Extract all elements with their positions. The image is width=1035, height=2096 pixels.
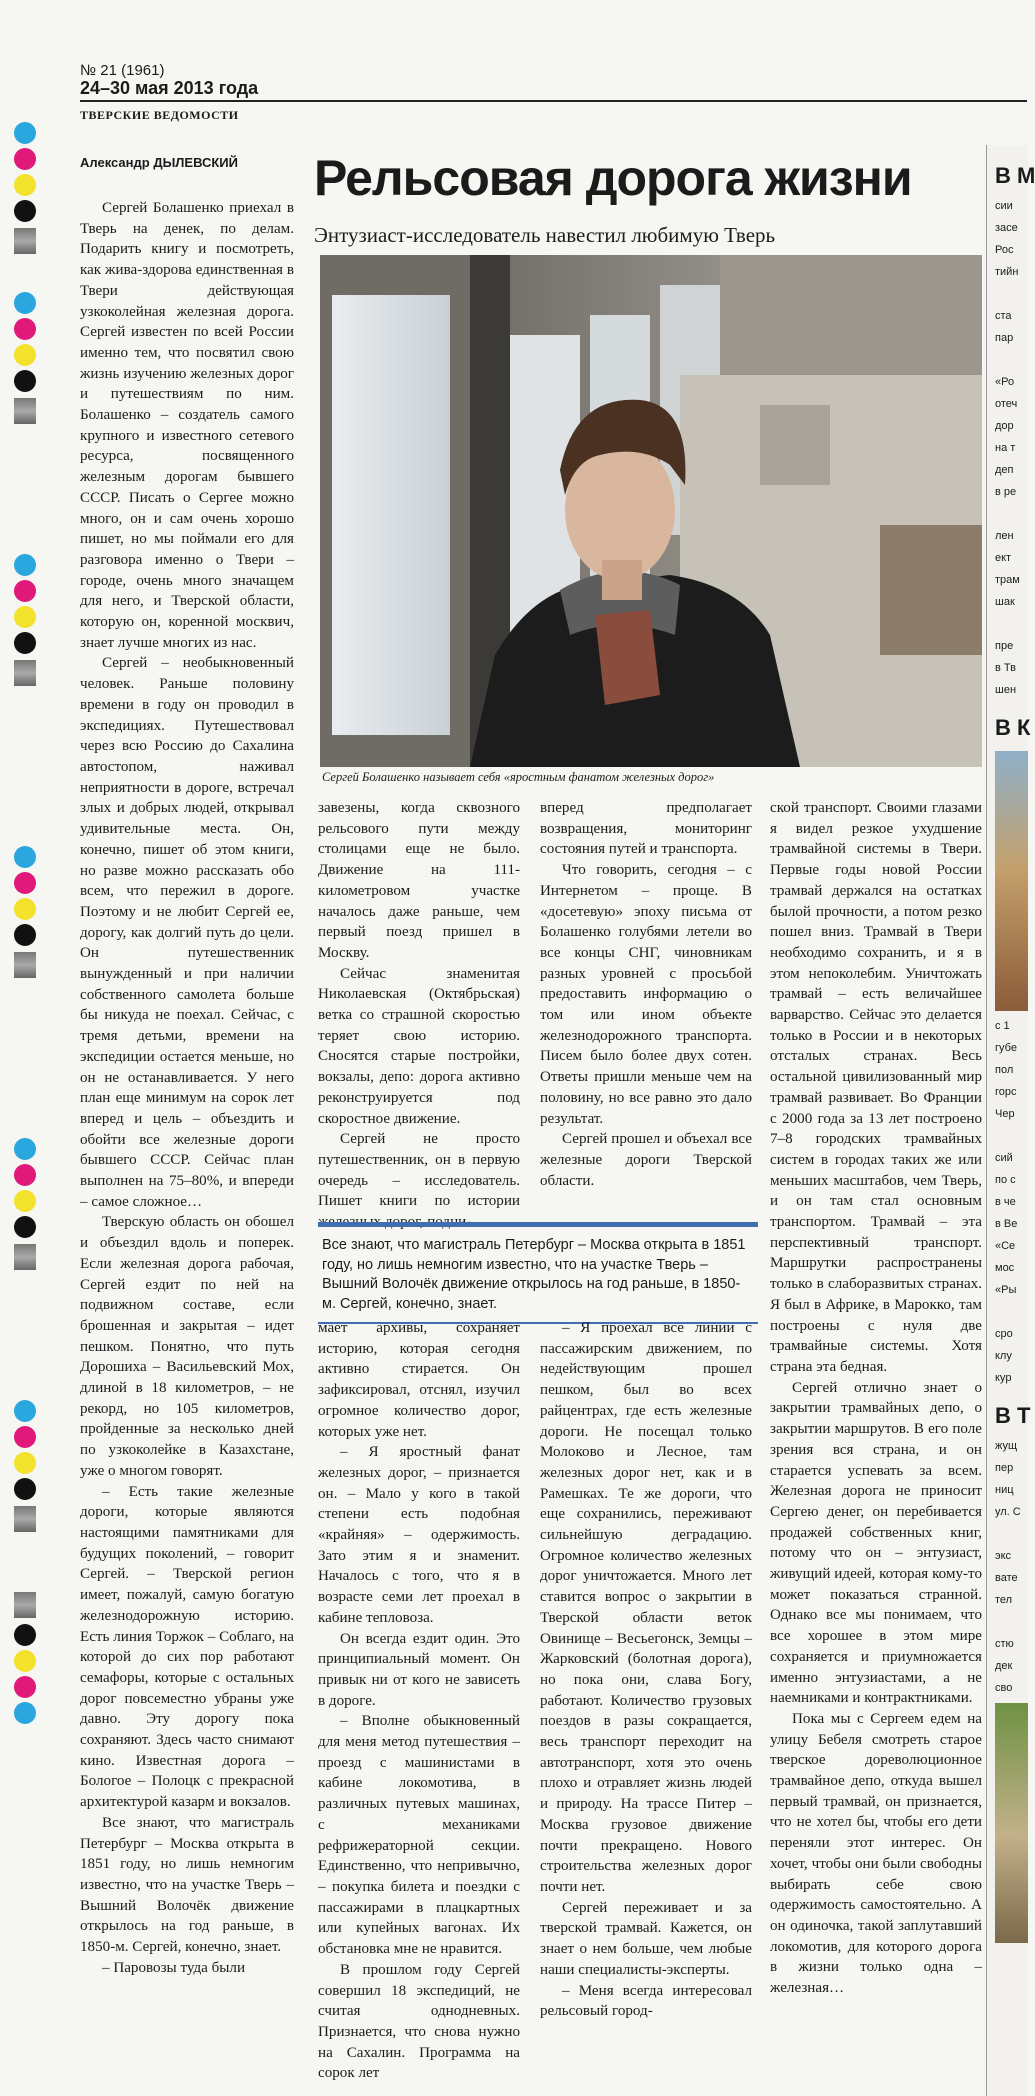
paragraph: Тверскую область он обошел и объездил вдоль и поперек. Если железная дорога рабочая, Сергей ездит по ней на подвижном составе, если брошенная и закрытая – идет пешком. Понятно, что путь Дорошиха – Васильевский Мох, длиной в 18 километров, – не рекорд, но 105 километров, пройденные за несколько дней по узкоколейке в Казахстане, уже о многом говорят. <box>80 1214 294 1479</box>
registration-marks <box>12 118 42 1762</box>
strip-text-fragment <box>995 507 1028 521</box>
strip-text-fragment: сии <box>995 200 1013 212</box>
strip-text-fragment: клу <box>995 1350 1012 1362</box>
paragraph: Что говорить, сегодня – с Интернетом – проще. В «досетевую» эпоху письма от Болашенко голубями летели во все концы СНГ, чиновникам разных уровней с просьбой предоставить информацию о том или ином объекте железнодорожного транспорта. Писем было более двух сотен. Ответы пришли меньше чем на половину, но все равно это дало результат. <box>540 862 752 1127</box>
strip-text-fragment: ект <box>995 552 1012 564</box>
strip-text-fragment: «Ры <box>995 1284 1017 1296</box>
strip-text-fragment: вате <box>995 1572 1018 1584</box>
paragraph: Он всегда ездит один. Это принципиальный момент. Он привык ни от кого не зависеть в дороге. <box>318 1630 520 1709</box>
strip-text-fragment: трам <box>995 574 1020 586</box>
paragraph: Все знают, что магистраль Петербург – Москва открыта в 1851 году, но лишь немногим известно, что на участке Тверь – Вышний Волочёк движение открылось на год раньше, в 1850-м. Сергей, конечно, знает. <box>80 1814 294 1956</box>
strip-text-fragment: пре <box>995 640 1014 652</box>
strip-text-fragment: сий <box>995 1152 1013 1164</box>
strip-text-fragment <box>995 1129 1028 1143</box>
photo-caption: Сергей Болашенко называет себя «яростным фанатом железных дорог» <box>322 770 715 784</box>
strip-photo <box>995 1703 1028 1943</box>
paragraph: Пока мы с Сергеем едем на улицу Бебеля смотреть старое тверское дореволюционное трамвайное депо, откуда вышел первый трамвай, он признается, что не хотел бы, чтобы его дети переняли этот интерес. Он хочет, чтобы они были свободны выбирать себе свою одержимость самостоятельно. А он одиночка, такой заплутавший локомотив, для которого дорога в жизни только одна – железная… <box>770 1710 982 1997</box>
article-photo <box>320 255 982 767</box>
strip-fragments <box>987 1019 1028 1385</box>
strip-text-fragment <box>995 1305 1028 1319</box>
strip-text-fragment: жущ <box>995 1440 1018 1452</box>
strip-text-fragment: ста <box>995 310 1012 322</box>
strip-text-fragment: шак <box>995 596 1015 608</box>
photo-illustration <box>320 255 982 767</box>
strip-text-fragment: в че <box>995 1196 1016 1208</box>
paragraph: завезены, когда сквозного рельсового пути между столицами еще не было. Движение на 111-километровом участке началось даже раньше, чем первый поезд пришел в Москву. <box>318 800 520 961</box>
strip-text-fragment <box>995 353 1028 367</box>
strip-text-fragment: Чер <box>995 1108 1015 1120</box>
header-rule <box>80 100 1027 102</box>
article-author: Александр ДЫЛЕВСКИЙ <box>80 155 238 170</box>
strip-section-heading: В М <box>995 163 1035 188</box>
newspaper-name: ТВЕРСКИЕ ВЕДОМОСТИ <box>80 108 239 122</box>
strip-text-fragment: сро <box>995 1328 1013 1340</box>
strip-text-fragment: горс <box>995 1086 1017 1098</box>
strip-text-fragment: пер <box>995 1462 1014 1474</box>
strip-text-fragment <box>995 1527 1028 1541</box>
strip-text-fragment: «Ро <box>995 376 1015 388</box>
strip-text-fragment: экс <box>995 1550 1012 1562</box>
strip-text-fragment: сво <box>995 1682 1013 1694</box>
strip-text-fragment: по с <box>995 1174 1016 1186</box>
paragraph: Сергей – необыкновенный человек. Раньше половину времени в году он проводил в экспедициях. Путешествовал через всю Россию до Сахалина автостопом, наживал неприятности в дороге, встречал злых и добрых людей, открывал удивительные места. Он, конечно, пишет об этом книги, но разве можно рассказать обо всем, что пережил в дороге. Поэтому и не любит Сергей ее, дорогу, как долгий путь до цели. Он путешественник вынужденный и при наличии собственного самолета больше бы никуда не поехал. Сейчас, с тремя детьми, времени на экспедиции остается меньше, но он не останавливается. У него план еще минимум на сорок лет вперед и цель – объездить и обойти все железные дороги бывшего СССР. Сейчас план выполнен на 75–80%, и впереди – самое сложное… <box>80 655 294 1210</box>
strip-text-fragment: лен <box>995 530 1014 542</box>
article-headline: Рельсовая дорога жизни <box>314 150 912 206</box>
adjacent-page-strip <box>986 145 1035 2096</box>
strip-text-fragment: пар <box>995 332 1014 344</box>
strip-text-fragment: ниц <box>995 1484 1014 1496</box>
paragraph: ской транспорт. Своими глазами я видел резкое ухудшение трамвайной системы в Твери. Первые годы новой России трамвай держался на остатках былой прочности, а потом резко пошел вниз. Трамвай в Твери необходимо сохранить, и я в этом непоколебим. Уничтожать трамвай – есть величайшее варварство. Сейчас это делается только в России и в некоторых отсталых странах. Весь остальной цивилизованный мир трамвай развивает. Во Франции с 2000 года за 13 лет построено 7–8 городских трамвайных систем в городах таких же или меньших масштабов, чем Тверь, и он там стал основным транспортом. Трамвай – эта перспективный транспорт. Маршрутки распространены только в слаборазвитых странах. Я был в Африке, в Марокко, там построены с нуля две трамвайные системы. Хотя страна эта бедная. <box>770 800 982 1375</box>
strip-text-fragment <box>995 287 1028 301</box>
strip-text-fragment: засе <box>995 222 1018 234</box>
strip-text-fragment: ул. С <box>995 1506 1021 1518</box>
strip-text-fragment: мос <box>995 1262 1015 1274</box>
article-column-3-lower <box>540 1318 752 2068</box>
strip-text-fragment: Рос <box>995 244 1014 256</box>
strip-fragments <box>987 1439 1028 1695</box>
paragraph: Сергей не просто путешественник, он в первую очередь – исследователь. Пишет книги по истории железных дорог, подни- <box>318 1131 520 1231</box>
strip-text-fragment: в Тв <box>995 662 1016 674</box>
paragraph: вперед предполагает возвращения, мониторинг состояния путей и транспорта. <box>540 800 752 858</box>
strip-text-fragment: с 1 <box>995 1020 1010 1032</box>
strip-text-fragment: дор <box>995 420 1014 432</box>
strip-text-fragment <box>995 1615 1028 1629</box>
pull-quote: Все знают, что магистраль Петербург – Москва открыта в 1851 году, но лишь немногим известно, что на участке Тверь – Вышний Волочёк движение открылось на год раньше, в 1850-м. Сергей, конечно, знает. <box>318 1222 758 1324</box>
strip-text-fragment: отеч <box>995 398 1018 410</box>
strip-section-heading: В Т <box>995 1403 1031 1428</box>
article-subhead: Энтузиаст-исследователь навестил любимую Тверь <box>314 223 776 247</box>
strip-text-fragment: деп <box>995 464 1014 476</box>
strip-text-fragment: губе <box>995 1042 1017 1054</box>
strip-fragments <box>987 199 1028 697</box>
strip-text-fragment: «Се <box>995 1240 1016 1252</box>
paragraph: – Вполне обыкновенный для меня метод путешествия – проезд с машинистами в кабине локомотива, в различных путевых машинах, с механиками рефрижераторной секции. Единственно, что непривычно, – покупка билета и поездки с пассажирами в плацкартных или купейных вагонах. Их обстановка мне не нравится. <box>318 1713 520 1958</box>
article-column-3 <box>540 798 752 1198</box>
article-column-1 <box>80 198 294 2068</box>
strip-text-fragment: кур <box>995 1372 1012 1384</box>
strip-text-fragment: тийн <box>995 266 1019 278</box>
strip-text-fragment: дек <box>995 1660 1013 1672</box>
paragraph: Сейчас знаменитая Николаевская (Октябрьская) ветка со страшной скоростью теряет свою историю. Сносятся старые постройки, вокзалы, депо: дорога активно реконструируется под скоростное движение. <box>318 965 520 1127</box>
strip-text-fragment: стю <box>995 1638 1014 1650</box>
paragraph: – Меня всегда интересовал рельсовый город- <box>540 1982 752 2020</box>
strip-section-heading: В К <box>995 715 1031 740</box>
paragraph: – Я проехал все линии с пассажирским движением, по недействующим прошел пешком, был во всех райцентрах, где есть железные дороги. Не посещал только Молоково и Лесное, там железных дорог нет, как и в Рамешках. Те же дороги, что еще сохранились, переживают сильнейшую деградацию. Огромное количество железных дорог уничтожается. Много лет ставится вопрос о закрытии в Тверской области веток Овинище – Весьегонск, Земцы – Жарковский (болотная дорога), но пока они, слава Богу, работают. Количество грузовых поездов в разы сокращается, весь транспорт переходит на автотранспорт, хотя это очень плохо и отравляет жизнь людей и природу. На трассе Питер – Москва грузовое движение почти прекращено. Нового строительства железных дорог почти нет. <box>540 1320 752 1895</box>
paragraph: В прошлом году Сергей совершил 18 экспедиций, не считая однодневных. Признается, что снова нужно на Сахалин. Программа на сорок лет <box>318 1961 520 2082</box>
paragraph: Сергей прошел и объехал все железные дороги Тверской области. <box>540 1131 752 1189</box>
paragraph: – Я яростный фанат железных дорог, – признается он. – Мало у кого в такой степени есть подобная «крайняя» – одержимость. Зато этим я и знаменит. Началось с того, что я в возрасте семи лет проехал в кабине тепловоза. <box>318 1444 520 1626</box>
issue-dates: 24–30 мая 2013 года <box>80 78 259 98</box>
article-column-2 <box>318 798 520 1231</box>
paragraph: – Есть такие железные дороги, которые являются настоящими памятниками для будущих поколений, – говорит Сергей. – Тверской регион имеет, пожалуй, самую богатую железнодорожную историю. Есть линия Торжок – Соблаго, на которой до сих пор работают семафоры, которые с остальных дорог повсеместно убраны уже давно. Эту дорогу пока сохраняют. Здесь часто снимают кино. Известная дорога – Бологое – Полоцк с прекрасной архитектурой казарм и вокзалов. <box>80 1483 294 1811</box>
strip-text-fragment: пол <box>995 1064 1014 1076</box>
strip-text-fragment: тел <box>995 1594 1013 1606</box>
strip-text-fragment: на т <box>995 442 1016 454</box>
strip-photo <box>995 751 1028 1011</box>
paragraph: Сергей переживает и за тверской трамвай. Кажется, он знает о нем больше, чем любые наши специалисты-эксперты. <box>540 1899 752 1978</box>
paragraph: Сергей Болашенко приехал в Тверь на денек, по делам. Подарить книгу и посмотреть, как жива-здорова единственная в Твери действующая узкоколейная железная дорога. Сергей известен по всей России именно тем, что посвятил свою жизнь изучению железных дорог и путешествиям по ним. Болашенко – создатель самого крупного и известного сетевого ресурса, посвященного железным дорогам бывшего СССР. Писать о Сергее можно много, он и сам очень хорошо пишет, но мы поймали его для разговора именно о Твери – городе, очень много значащем для него, и Тверской области, которую он, коренной москвич, знает лучше многих из нас. <box>80 200 294 651</box>
issue-number: № 21 (1961) <box>80 62 165 79</box>
paragraph: – Паровозы туда были <box>102 1959 246 1976</box>
strip-text-fragment <box>995 617 1028 631</box>
paragraph: Сергей отлично знает о закрытии трамвайных депо, о закрытии маршрутов. В его поле зрения вся страна, и он старается успевать за всем. Железная дорога не приносит Сергею денег, он перебивается продажей собственных книг, потому что он – энтузиаст, живущий идеей, которая кому-то может показаться странной. Однако все мы понимаем, что все хорошее в этом мире сохраняется и приумножается именно энтузиастами, а не наемниками и контрактниками. <box>770 1379 982 1707</box>
article-column-2-lower <box>318 1318 520 2082</box>
strip-text-fragment: в Ве <box>995 1218 1018 1230</box>
strip-text-fragment: в ре <box>995 486 1017 498</box>
paragraph: мает архивы, сохраняет историю, которая сегодня активно стирается. Он зафиксировал, отснял, изучил огромное количество дорог, которых уже нет. <box>318 1320 520 1440</box>
strip-text-fragment: шен <box>995 684 1017 696</box>
article-column-4 <box>770 798 982 2068</box>
